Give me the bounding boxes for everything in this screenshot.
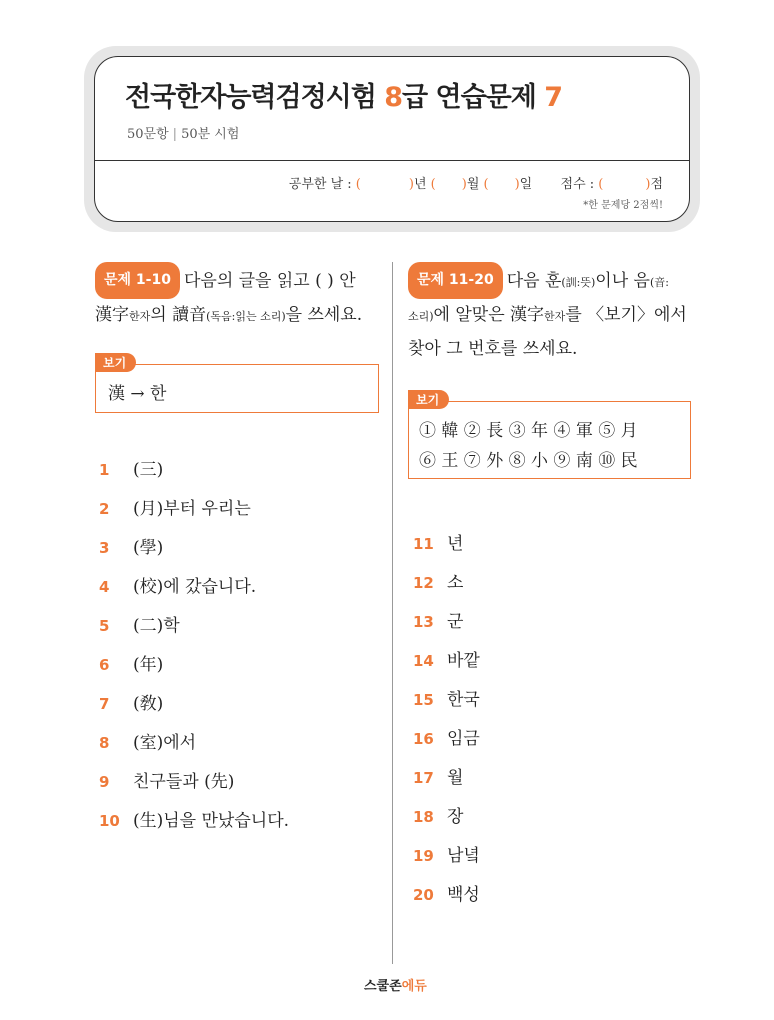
title-number: 7 <box>544 82 563 113</box>
question-item <box>413 568 463 593</box>
question-item <box>99 533 163 558</box>
right-instruction-line-2 <box>408 299 698 333</box>
day-label: 일 <box>519 177 533 192</box>
question-text: 남녘 <box>447 846 480 866</box>
right-problem-badge: 문제 11-20 <box>408 262 503 299</box>
question-number: 1 <box>99 461 110 479</box>
study-date-label: 공부한 날 : <box>288 177 356 192</box>
right-example-line-1: ① 韓 ② 長 ③ 年 ④ 軍 ⑤ 月 <box>419 421 638 441</box>
title-main: 전국한자능력검정시험 <box>125 82 385 113</box>
question-number: 8 <box>99 734 110 752</box>
logo-accent: 에듀 <box>401 979 427 994</box>
question-text: (敎) <box>133 694 164 714</box>
question-number: 9 <box>99 773 110 791</box>
question-number: 10 <box>99 812 120 830</box>
right-instruction <box>408 262 698 366</box>
logo-main: 스쿨존 <box>364 979 402 994</box>
instr-hanja: 漢字 <box>510 305 545 325</box>
question-number: 11 <box>413 535 434 553</box>
question-item <box>413 607 463 632</box>
title-mid: 급 연습문제 <box>402 82 545 113</box>
year-open: ( <box>355 177 361 192</box>
year-close: ) <box>408 177 414 192</box>
question-item <box>413 685 480 710</box>
right-example-tag: 보기 <box>408 390 449 409</box>
question-item <box>99 455 163 480</box>
right-instruction-line-3: 찾아 그 번호를 쓰세요. <box>408 339 578 359</box>
question-count: 50문항 <box>127 127 169 142</box>
exam-info <box>127 123 239 142</box>
instr-dokeum-gloss: (독음:읽는 소리) <box>206 310 286 323</box>
question-number: 15 <box>413 691 434 709</box>
instr-hanja-reading: 한자 <box>544 310 566 323</box>
question-item <box>413 763 463 788</box>
question-item <box>413 646 480 671</box>
publisher-logo <box>364 975 427 994</box>
question-text: 바깥 <box>447 651 480 671</box>
month-close: ) <box>461 177 467 192</box>
separator: | <box>172 127 178 142</box>
question-item <box>99 689 163 714</box>
exam-time: 50분 시험 <box>181 127 240 142</box>
question-number: 19 <box>413 847 434 865</box>
question-number: 12 <box>413 574 434 592</box>
question-number: 20 <box>413 886 434 904</box>
month-open: ( <box>430 177 436 192</box>
instr-hanja-reading: 한자 <box>129 310 151 323</box>
question-text: (年) <box>133 655 164 675</box>
question-number: 3 <box>99 539 110 557</box>
instr-eum-gloss-end: 소리) <box>408 310 434 323</box>
question-text: 한국 <box>447 690 480 710</box>
right-example-line-2: ⑥ 王 ⑦ 外 ⑧ 小 ⑨ 南 ⑩ 民 <box>419 451 638 471</box>
question-text: (室)에서 <box>133 733 197 753</box>
question-number: 16 <box>413 730 434 748</box>
question-item <box>413 841 480 866</box>
instr-hun: 다음 훈 <box>506 271 562 291</box>
question-text: (二)학 <box>133 616 180 636</box>
instr-hun-gloss: (訓:뜻) <box>561 276 596 289</box>
question-text: 월 <box>447 768 464 788</box>
instr-from-example: 를 〈보기〉에서 <box>565 305 687 325</box>
instr-eum-gloss-start: (音: <box>649 276 669 289</box>
score-label: 점수 : <box>560 177 599 192</box>
question-number: 5 <box>99 617 110 635</box>
question-item <box>413 880 480 905</box>
study-date-line <box>289 173 663 192</box>
question-item <box>99 572 256 597</box>
question-item <box>99 611 180 636</box>
left-problem-badge: 문제 1-10 <box>95 262 180 299</box>
question-text: 친구들과 (先) <box>133 772 235 792</box>
question-number: 13 <box>413 613 434 631</box>
question-text: 군 <box>447 612 464 632</box>
left-example-tag: 보기 <box>95 353 136 372</box>
question-text: 소 <box>447 573 464 593</box>
left-example-box <box>95 356 379 413</box>
question-text: (學) <box>133 538 164 558</box>
left-example-text: 漢 → 한 <box>108 384 167 404</box>
instr-matching: 에 알맞은 <box>433 305 511 325</box>
question-number: 6 <box>99 656 110 674</box>
year-label: 년 <box>413 177 427 192</box>
question-number: 2 <box>99 500 110 518</box>
left-instruction-line-2 <box>95 299 385 333</box>
header-divider <box>95 160 689 161</box>
left-instruction-text-1: 다음의 글을 읽고 ( ) 안 <box>183 271 356 291</box>
question-item <box>413 529 463 554</box>
question-item <box>99 494 251 519</box>
title-grade: 8 <box>384 82 403 113</box>
score-close: ) <box>645 177 651 192</box>
question-text: (校)에 갔습니다. <box>133 577 257 597</box>
question-number: 7 <box>99 695 110 713</box>
instr-particle: 의 <box>150 305 173 325</box>
question-text: (生)님을 만났습니다. <box>133 811 290 831</box>
column-divider <box>392 262 393 964</box>
month-label: 월 <box>466 177 480 192</box>
left-instruction-line-1 <box>95 262 385 299</box>
question-text: (三) <box>133 460 164 480</box>
question-item <box>99 806 289 831</box>
question-number: 18 <box>413 808 434 826</box>
score-note: *한 문제당 2점씩! <box>583 200 663 211</box>
question-text: (月)부터 우리는 <box>133 499 251 519</box>
header-card <box>94 56 690 222</box>
left-instruction <box>95 262 385 333</box>
page-title <box>125 75 562 114</box>
question-item <box>413 802 463 827</box>
question-text: 백성 <box>447 885 480 905</box>
score-unit: 점 <box>650 177 663 192</box>
question-item <box>99 650 163 675</box>
question-number: 17 <box>413 769 434 787</box>
question-text: 임금 <box>447 729 480 749</box>
question-item <box>99 728 196 753</box>
instr-eum: 이나 음 <box>595 271 650 291</box>
question-item <box>99 767 234 792</box>
question-text: 년 <box>447 534 464 554</box>
question-text: 장 <box>447 807 464 827</box>
question-number: 4 <box>99 578 110 596</box>
question-number: 14 <box>413 652 434 670</box>
instr-dokeum: 讀音 <box>172 305 207 325</box>
instr-hanja: 漢字 <box>95 305 129 325</box>
score-open: ( <box>598 177 604 192</box>
day-open: ( <box>483 177 489 192</box>
right-example-box <box>408 393 691 479</box>
question-item <box>413 724 480 749</box>
instr-ending: 을 쓰세요. <box>285 305 363 325</box>
right-instruction-line-1 <box>408 262 698 299</box>
day-close: ) <box>514 177 520 192</box>
